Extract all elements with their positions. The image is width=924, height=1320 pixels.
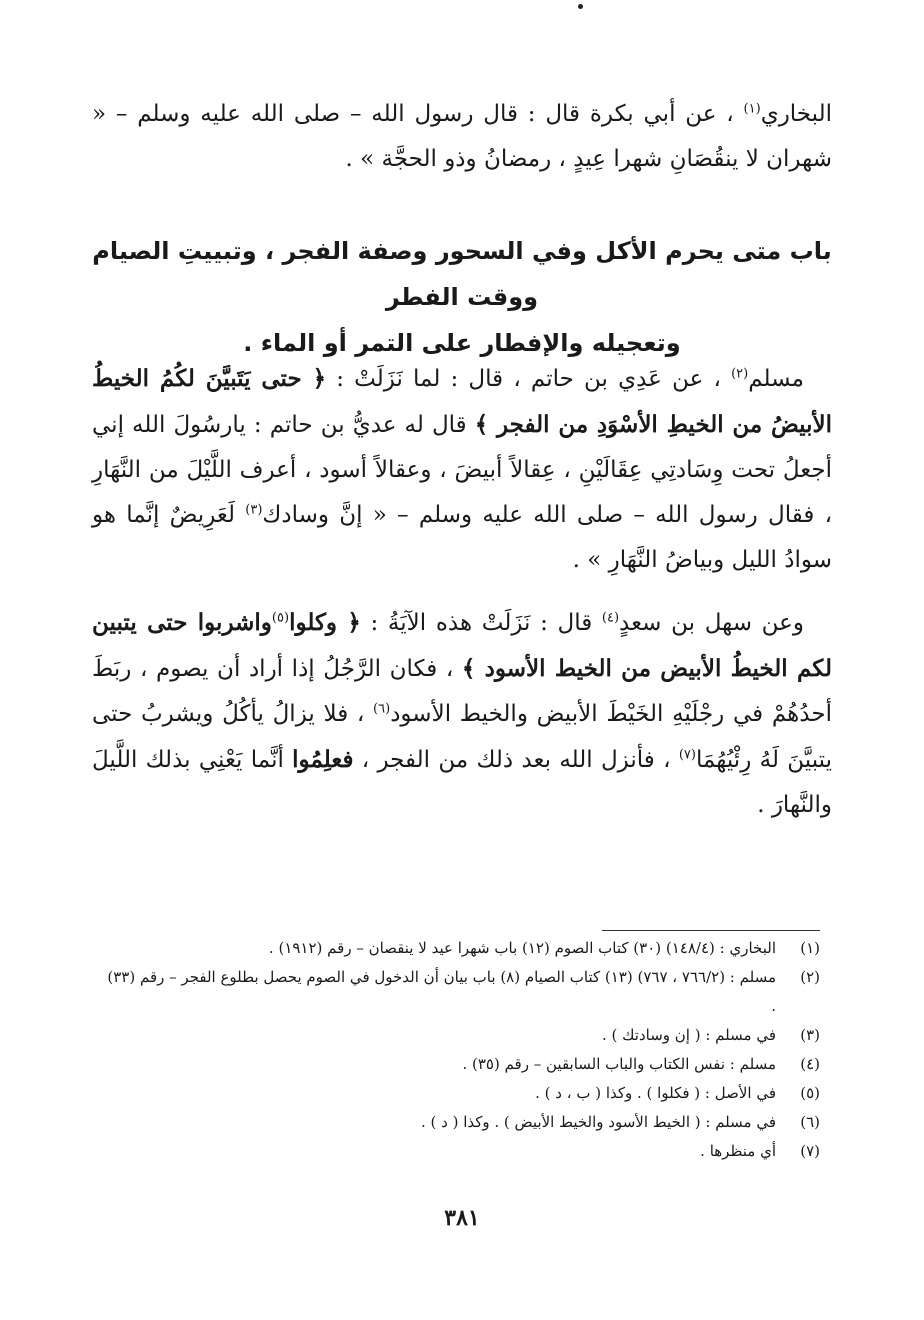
footnote-item [100, 1021, 820, 1050]
hadith-text: ، فأنزل الله بعد ذلك من الفجر ، [353, 747, 679, 773]
footnote-text: أي منظرها . [700, 1142, 776, 1160]
footnote-number: (٣) [800, 1026, 820, 1044]
quran-verse: ﴿ حتى يَتَبيَّنَ لكُمُ الخيطُ الأبيضُ من الخيطِ الأسْوَدِ من الفجر ﴾ [92, 365, 832, 438]
source-name: البخاري [760, 101, 832, 127]
emphasis-word: فعلِمُوا [292, 746, 354, 773]
hadith-text: قال : نَزَلَتْ هذه الآيَةُ : [360, 610, 602, 636]
hadith-text: ، عن عَدِي بن حاتم ، قال : لما نَزَلَتْ : [326, 366, 732, 392]
footnote-ref[interactable]: (٣) [245, 502, 263, 518]
footnotes [100, 934, 820, 1166]
footnote-number: (٤) [800, 1055, 820, 1073]
footnote-text: مسلم : نفس الكتاب والباب السابقين – رقم (٣٥) . [462, 1055, 776, 1073]
hadith-muslim [92, 356, 832, 583]
page-mark [578, 4, 583, 9]
footnote-ref[interactable]: (١) [743, 101, 761, 117]
footnote-item [100, 934, 820, 963]
hadith-text: قال له عديُّ بن حاتم : يارسُولَ الله إني أجعلُ تحت وِسَادتِي عِقَالَيْنِ ، عِقالاً أبيضَ ، وعقالاً أسود ، أعرف اللَّيْلَ من النَّهَارِ ، فقال رسول الله – صلى الله عليه وسلم – « إنَّ وسادك [92, 412, 833, 528]
footnote-item [100, 963, 820, 1021]
footnote-ref[interactable]: (٥) [271, 610, 290, 626]
quran-verse: ﴿ وكلوا [289, 609, 361, 636]
hadith-text: ، فلا يزالُ يأكُلُ ويشربُ حتى يتبيَّنَ لَهُ رِئْيُهُمَا [92, 701, 832, 773]
footnote-item [100, 1108, 820, 1137]
hadith-text: وعن سهل بن سعدٍ [619, 610, 804, 636]
page-number: ٣٨١ [444, 1205, 480, 1231]
hadith-sahl [92, 600, 832, 828]
footnote-text: البخاري : (١٤٨/٤) (٣٠) كتاب الصوم (١٢) باب شهرا عيد لا ينقصان – رقم (١٩١٢) . [268, 939, 776, 957]
hadith-paragraph [92, 356, 832, 583]
footnote-text: في الأصل : ( فكلوا ) . وكذا ( ب ، د ) . [535, 1084, 776, 1102]
quran-verse: واشربوا حتى يتبين لكم الخيطُ الأبيض من الخيط الأسود ﴾ [92, 609, 832, 682]
footnote-number: (٥) [800, 1084, 820, 1102]
footnote-ref[interactable]: (٢) [731, 366, 749, 382]
hadith-text: ، عن أبي بكرة قال : قال رسول الله – صلى الله عليه وسلم – « شهران لا ينقُصَانِ شهرا عِيدٍ ، رمضانُ وذو الحجَّة » . [92, 101, 832, 172]
footnote-number: (١) [800, 939, 820, 957]
footnote-item [100, 1079, 820, 1108]
footnote-item [100, 1137, 820, 1166]
footnote-ref[interactable]: (٤) [601, 610, 620, 626]
chapter-heading-line: وتعجيله والإفطار على التمر أو الماء . [243, 329, 681, 357]
chapter-heading-line: باب متى يحرم الأكل وفي السحور وصفة الفجر ، وتبييتِ الصيام ووقت الفطر [92, 237, 832, 311]
source-name: مسلم [748, 366, 804, 392]
footnote-text: في مسلم : ( الخيط الأسود والخيط الأبيض ) . وكذا ( د ) . [420, 1113, 776, 1131]
footnote-number: (٧) [800, 1142, 820, 1160]
footnote-text: مسلم : (٧٦٦/٢ ، ٧٦٧) (١٣) كتاب الصيام (٨) باب بيان أن الدخول في الصوم يحصل بطلوع الفجر – رقم (٣٣) . [107, 968, 776, 1015]
footnote-text: في مسلم : ( إن وسادتك ) . [601, 1026, 776, 1044]
footnote-divider [602, 930, 820, 931]
hadith-text: أنَّما يَعْنِي بذلك اللَّيلَ والنَّهارَ . [92, 747, 832, 818]
hadith-paragraph [92, 600, 832, 828]
hadith-text: لَعَرِيضٌ إنَّما هو سوادُ الليل وبياضُ النَّهَارِ » . [92, 502, 832, 573]
hadith-paragraph [92, 92, 832, 182]
footnote-item [100, 1050, 820, 1079]
footnote-number: (٦) [800, 1113, 820, 1131]
footnote-ref[interactable]: (٦) [373, 701, 391, 717]
hadith-text: ، فكان الرَّجُلُ إذا أراد أن يصوم ، ربَطَ أحدُهُمْ في رجْلَيْهِ الخَيْطَ الأبيض والخيط الأسود [92, 656, 832, 727]
footnote-number: (٢) [800, 968, 820, 986]
chapter-heading [92, 228, 832, 366]
footnote-ref[interactable]: (٧) [678, 747, 696, 763]
hadith-bakhari [92, 92, 832, 182]
